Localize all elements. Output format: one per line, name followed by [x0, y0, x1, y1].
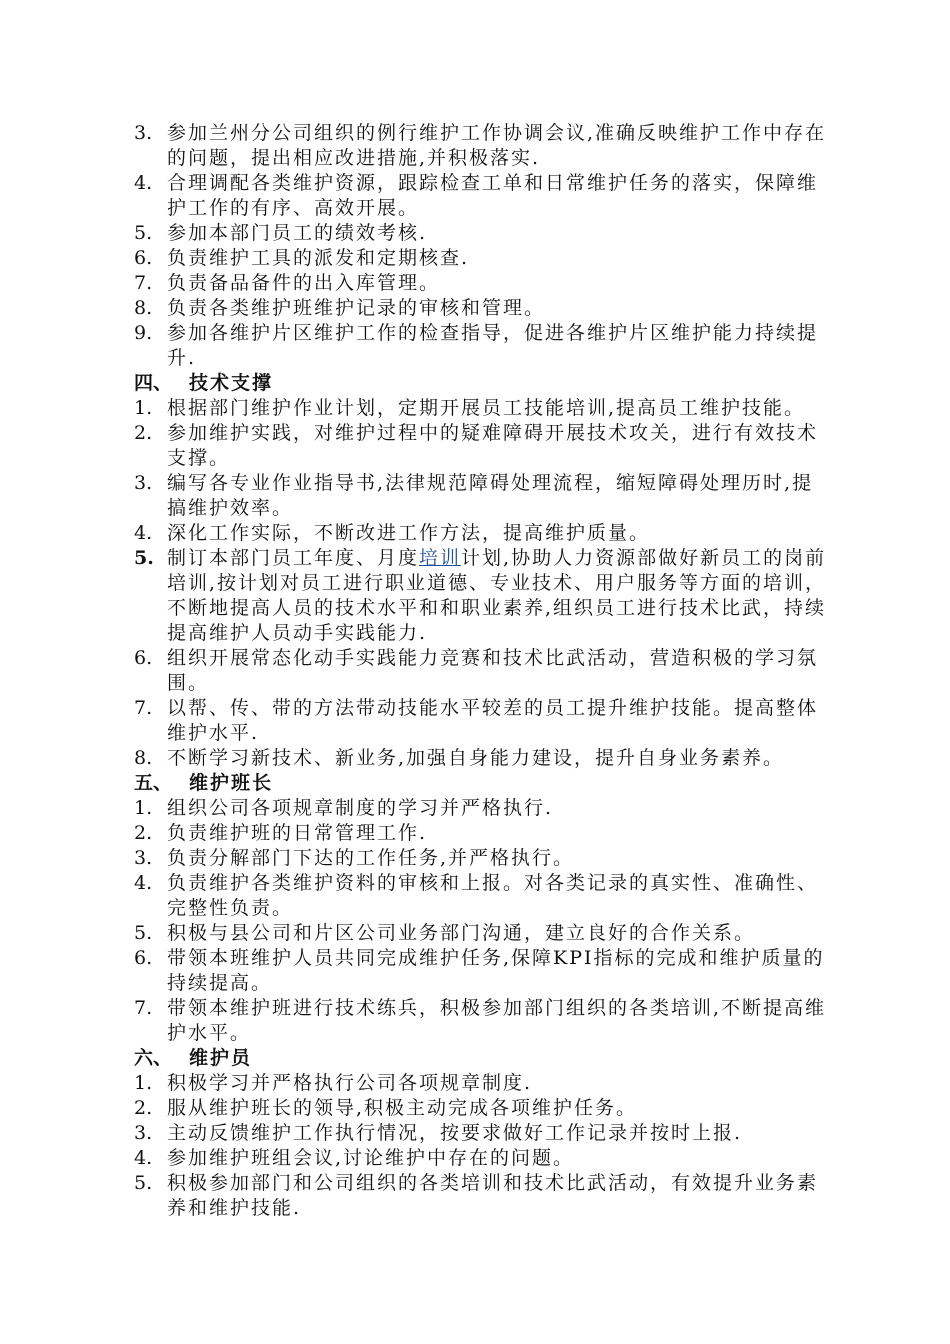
list-item: 1. 根据部门维护作业计划，定期开展员工技能培训,提高员工维护技能。	[134, 397, 806, 419]
list-item: 4. 参加维护班组会议,讨论维护中存在的问题。	[134, 1147, 575, 1169]
list-item: 4. 合理调配各类维护资源，跟踪检查工单和日常维护任务的落实，保障维护工作的有序、高效开展。	[134, 172, 819, 219]
list-item: 3. 主动反馈维护工作执行情况，按要求做好工作记录并按时上报.	[134, 1122, 743, 1144]
list-item: 7. 负责备品备件的出入库管理。	[134, 272, 441, 294]
list-block-d	[134, 796, 834, 1046]
list-item: 3. 参加兰州分公司组织的例行维护工作协调会议,准确反映维护工作中存在的问题，提出相应改进措施,并积极落实.	[134, 122, 827, 169]
list-item: 6. 组织开展常态化动手实践能力竞赛和技术比武活动，营造积极的学习氛围。	[134, 647, 819, 694]
list-item: 3. 编写各专业作业指导书,法律规范障碍处理流程，缩短障碍处理历时,提搞维护效率。	[134, 472, 814, 519]
list-item: 7. 带领本维护班进行技术练兵，积极参加部门组织的各类培训,不断提高维护水平。	[134, 997, 827, 1044]
list-item: 5. 积极参加部门和公司组织的各类培训和技术比武活动，有效提升业务素养和维护技能.	[134, 1172, 819, 1219]
list-item: 8. 不断学习新技术、新业务,加强自身能力建设，提升自身业务素养。	[134, 747, 785, 769]
list-item: 5. 制订本部门员工年度、月度培训计划,协助人力资源部做好新员工的岗前培训,按计划对员工进行职业道德、专业技术、用户服务等方面的培训，不断地提高人员的技术水平和和职业素养,组织员工进行技术比武，持续提高维护人员动手实践能力.	[134, 547, 827, 644]
document-body	[134, 121, 834, 1221]
list-item: 7. 以帮、传、带的方法带动技能水平较差的员工提升维护技能。提高整体维护水平.	[134, 697, 819, 744]
section-heading-5: 五、 维护班长	[134, 772, 274, 794]
list-item: 1. 积极学习并严格执行公司各项规章制度.	[134, 1072, 533, 1094]
list-item: 6. 带领本班维护人员共同完成维护任务,保障KPI指标的完成和维护质量的持续提高。	[134, 947, 825, 994]
list-item: 4. 负责维护各类维护资料的审核和上报。对各类记录的真实性、准确性、完整性负责。	[134, 872, 819, 919]
list-block-b	[134, 396, 834, 771]
list-item: 9. 参加各维护片区维护工作的检查指导，促进各维护片区维护能力持续提升.	[134, 322, 819, 369]
section-heading-4: 四、 技术支撑	[134, 372, 274, 394]
list-item: 1. 组织公司各项规章制度的学习并严格执行.	[134, 797, 554, 819]
list-item: 5. 参加本部门员工的绩效考核.	[134, 222, 428, 244]
list-item: 2. 参加维护实践，对维护过程中的疑难障碍开展技术攻关，进行有效技术支撑。	[134, 422, 819, 469]
list-item: 2. 负责维护班的日常管理工作.	[134, 822, 428, 844]
list-item: 5. 积极与县公司和片区公司业务部门沟通，建立良好的合作关系。	[134, 922, 756, 944]
list-item: 8. 负责各类维护班维护记录的审核和管理。	[134, 297, 546, 319]
list-item: 4. 深化工作实际，不断改进工作方法，提高维护质量。	[134, 522, 651, 544]
list-item: 6. 负责维护工具的派发和定期核查.	[134, 247, 470, 269]
section-heading-6: 六、 维护员	[134, 1047, 253, 1069]
list-item: 2. 服从维护班长的领导,积极主动完成各项维护任务。	[134, 1097, 638, 1119]
list-item: 3. 负责分解部门下达的工作任务,并严格执行。	[134, 847, 575, 869]
list-block-e	[134, 1071, 834, 1221]
training-link[interactable]: 培训	[419, 547, 462, 569]
list-block-a	[134, 121, 834, 371]
